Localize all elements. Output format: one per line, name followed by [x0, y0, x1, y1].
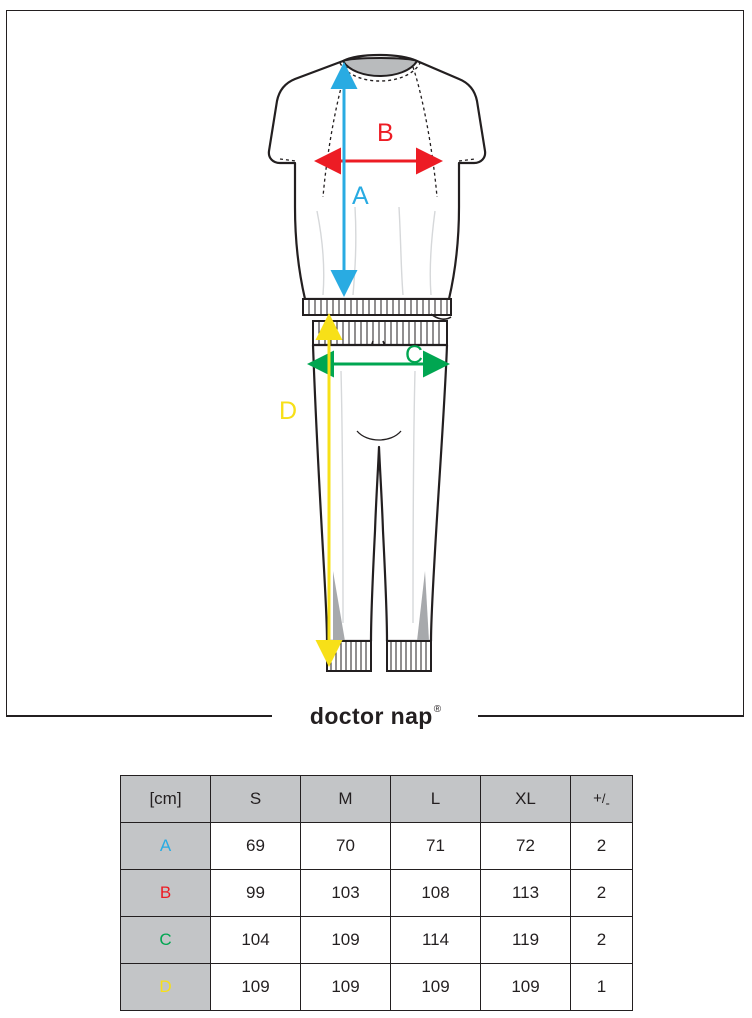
brand-name: doctor nap: [309, 703, 433, 729]
tolerance-plus-sign: +: [593, 789, 602, 807]
cell-A-XL: 72: [481, 823, 571, 870]
cell-D-tolerance: 1: [571, 964, 633, 1011]
row-label-D: D: [121, 964, 211, 1011]
cell-A-tolerance: 2: [571, 823, 633, 870]
header-tolerance: [571, 776, 633, 823]
brand-rule-left: [6, 715, 272, 717]
measure-label-C: C: [405, 341, 424, 369]
header-size-xl: XL: [481, 776, 571, 823]
tolerance-slash: /: [601, 790, 606, 806]
cell-D-L: 109: [391, 964, 481, 1011]
cell-A-S: 69: [211, 823, 301, 870]
row-label-C: C: [121, 917, 211, 964]
pyjama-top-drawing: [269, 55, 485, 319]
measure-label-B: B: [377, 119, 394, 147]
table-header-row: [121, 776, 633, 823]
row-label-A: A: [121, 823, 211, 870]
header-size-l: L: [391, 776, 481, 823]
measure-label-D: D: [279, 397, 298, 425]
header-unit: [cm]: [121, 776, 211, 823]
table-row: [121, 964, 633, 1011]
brand-logo: [272, 695, 478, 737]
cell-C-tolerance: 2: [571, 917, 633, 964]
cell-B-L: 108: [391, 870, 481, 917]
cell-C-M: 109: [301, 917, 391, 964]
cell-D-S: 109: [211, 964, 301, 1011]
table-row: [121, 917, 633, 964]
cell-C-S: 104: [211, 917, 301, 964]
cell-B-XL: 113: [481, 870, 571, 917]
tolerance-minus-sign: -: [605, 795, 610, 811]
cell-C-XL: 119: [481, 917, 571, 964]
garment-technical-drawing: [7, 11, 743, 716]
row-label-B: B: [121, 870, 211, 917]
cell-A-L: 71: [391, 823, 481, 870]
header-size-s: S: [211, 776, 301, 823]
registered-trademark-icon: ®: [433, 704, 442, 715]
cell-B-tolerance: 2: [571, 870, 633, 917]
measure-label-A: A: [352, 182, 369, 210]
header-size-m: M: [301, 776, 391, 823]
cell-B-M: 103: [301, 870, 391, 917]
brand-rule-right: [478, 715, 744, 717]
garment-illustration-panel: [6, 10, 744, 717]
cell-A-M: 70: [301, 823, 391, 870]
table-row: [121, 823, 633, 870]
pyjama-pants-drawing: [313, 321, 447, 671]
cell-B-S: 99: [211, 870, 301, 917]
cell-D-M: 109: [301, 964, 391, 1011]
size-chart-table-wrapper: [120, 775, 632, 1011]
table-row: [121, 870, 633, 917]
cell-D-XL: 109: [481, 964, 571, 1011]
cell-C-L: 114: [391, 917, 481, 964]
brand-strip: [0, 695, 752, 737]
size-chart-table: [120, 775, 633, 1011]
